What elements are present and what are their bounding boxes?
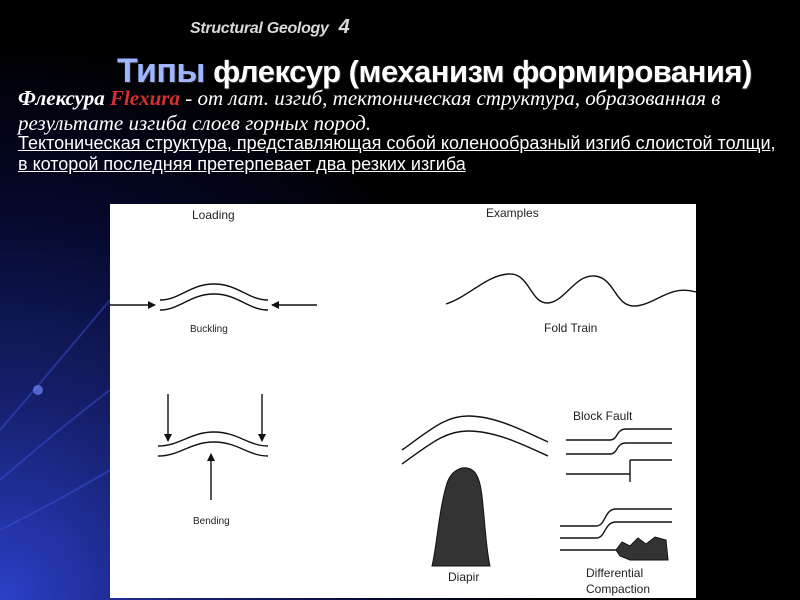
title-first-word: Типы — [117, 52, 205, 90]
block-fault-sketch — [566, 429, 672, 482]
fold-train-label: Fold Train — [544, 321, 598, 335]
bending-label: Bending — [193, 516, 230, 527]
definition-term: Флексура — [18, 86, 105, 110]
diagram-drawing — [110, 204, 696, 598]
diapir-label: Diapir — [448, 570, 480, 584]
compaction-basement-block — [616, 537, 668, 560]
loading-heading: Loading — [192, 208, 235, 222]
slide-header — [190, 16, 349, 39]
detail-text: Тектоническая структура, представляющая собой коленообразный изгиб слоистой толщи, в которой последняя претерпевает два резких изгиба — [18, 133, 776, 174]
buckling-sketch — [110, 284, 317, 310]
diapir-layer-top — [402, 416, 548, 450]
fold-train-curve — [446, 274, 696, 306]
header-number: 4 — [338, 16, 350, 38]
compaction-layer-top — [560, 509, 672, 526]
diapir-layer-bottom — [402, 431, 548, 464]
flexure-diagram — [110, 204, 696, 598]
definition-latin-term: Flexura — [109, 86, 180, 110]
header-subject: Structural Geology — [190, 20, 329, 37]
definition-body: - от лат. изгиб, тектоническая структура, образованная в результате изгиба слоев горных пород. — [18, 86, 721, 135]
differential-label: Differential — [586, 566, 644, 580]
block-fault-layer-bottom — [566, 443, 672, 454]
bending-sketch — [158, 394, 268, 500]
compaction-label: Compaction — [586, 582, 651, 596]
bending-layer-top — [158, 432, 268, 446]
background-glow-dot — [33, 385, 43, 395]
compaction-layer-bottom — [560, 522, 672, 538]
buckling-layer-top — [160, 284, 268, 300]
bending-layer-bottom — [158, 442, 268, 456]
definition-text — [18, 86, 778, 136]
diapir-body — [432, 468, 490, 566]
block-fault-label: Block Fault — [573, 409, 633, 423]
title-rest: флексур (механизм формирования) — [213, 54, 752, 89]
examples-heading: Examples — [486, 206, 539, 220]
block-fault-layer-top — [566, 429, 672, 440]
buckling-label: Buckling — [190, 324, 228, 335]
